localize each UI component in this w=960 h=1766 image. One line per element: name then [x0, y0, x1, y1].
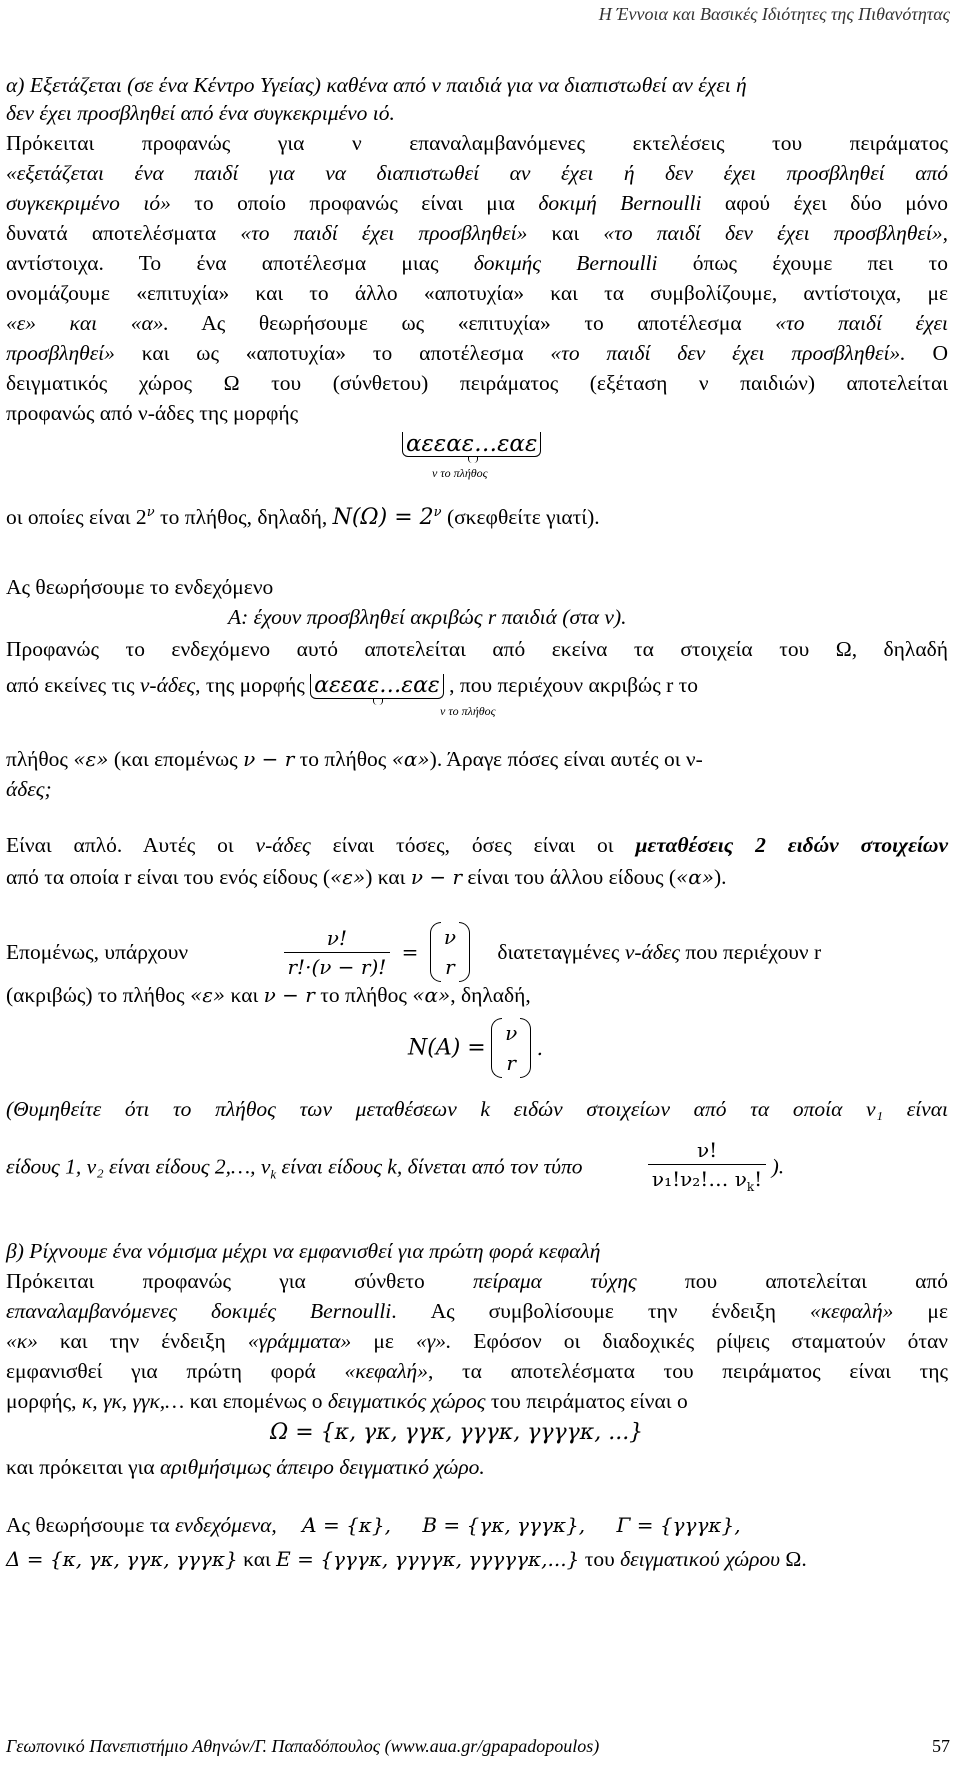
paragraph-line: άδες;: [6, 777, 52, 801]
sample-space-formula: Ω = {κ, γκ, γγκ, γγγκ, γγγγκ, ...}: [270, 1420, 644, 1445]
page-footer: [6, 1736, 950, 1757]
paragraph-line: συγκεκριμένο ιό» το οποίο προφανώς είναι μια δοκιμή Bernoulli αφού έχει δύο μόνο: [6, 191, 948, 215]
paragraph-line: επαναλαμβανόμενες δοκιμές Bernoulli. Ας συμβολίσουμε την ένδειξη «κεφαλή» με: [6, 1299, 948, 1323]
paragraph-line: πλήθος «ε» (και επομένως ν − r το πλήθος «α»). Άραγε πόσες είναι αυτές οι ν-: [6, 747, 703, 771]
section-a-title-line2: δεν έχει προσβληθεί από ένα συγκεκριμένο ιό.: [6, 101, 395, 125]
page-number: 57: [932, 1736, 950, 1756]
paragraph-line: «κ» και την ένδειξη «γράμματα» με «γ». Εφόσον οι διαδοχικές ρίψεις σταματούν όταν: [6, 1329, 948, 1353]
tuple-note: ν το πλήθος: [432, 466, 488, 480]
tuple-formula: αεεαε…εαε ν το πλήθος: [402, 432, 541, 457]
paragraph-line: δυνατά αποτελέσματα «το παιδί έχει προσβληθεί» και «το παιδί δεν έχει προσβληθεί»,: [6, 221, 948, 245]
paragraph-line: «εξετάζεται ένα παιδί για να διαπιστωθεί αν έχει ή δεν έχει προσβληθεί από: [6, 161, 948, 185]
event-definition: A: έχουν προσβληθεί ακριβώς r παιδιά (στα ν).: [228, 605, 627, 629]
paragraph-line: μορφής, κ, γκ, γγκ,… και επομένως ο δειγματικός χώρος του πειράματος είναι ο: [6, 1389, 688, 1413]
binomial-coefficient: ν r: [430, 922, 470, 982]
tuple-note: ν το πλήθος: [440, 704, 496, 718]
paragraph-line: Προφανώς το ενδεχόμενο αυτό αποτελείται από εκείνα τα στοιχεία του Ω, δηλαδή: [6, 637, 948, 661]
paragraph-line: από τα οποία r είναι του ενός είδους («ε») και ν − r είναι του άλλου είδους («α»).: [6, 865, 727, 889]
paragraph-line: προσβληθεί» και ως «αποτυχία» το αποτέλεσμα «το παιδί δεν έχει προσβληθεί». Ο: [6, 341, 949, 365]
paragraph-line: ονομάζουμε «επιτυχία» και το άλλο «αποτυχία» και τα συμβολίζουμε, αντίστοιχα, με: [6, 281, 948, 305]
na-formula: N(A) = ν r .: [408, 1018, 543, 1078]
running-header: Η Έννοια και Βασικές Ιδιότητες της Πιθανότητας: [598, 4, 950, 24]
factorial-fraction: $\frac{\nu!}{r!\cdot(\nu - r)!}$: [284, 924, 391, 981]
paragraph-line: αντίστοιχα. Το ένα αποτέλεσμα μιας δοκιμής Bernoulli όπως έχουμε πει το: [6, 251, 948, 275]
paragraph-line: «ε» και «α». Ας θεωρήσουμε ως «επιτυχία» το αποτέλεσμα «το παιδί έχει: [6, 311, 948, 335]
events-line: Ας θεωρήσουμε τα ενδεχόμενα, A = {κ}, B = {γκ, γγγκ}, Γ = {γγγκ},: [6, 1513, 741, 1537]
paragraph-line: προφανώς από ν-άδες της μορφής: [6, 401, 299, 425]
paragraph-line: Πρόκειται προφανώς για ν επαναλαμβανόμενες εκτελέσεις του πειράματος: [6, 131, 948, 155]
events-line: Δ = {κ, γκ, γγκ, γγγκ} και E = {γγγκ, γγγγκ, γγγγγκ,...} του δειγματικού χώρου Ω.: [6, 1547, 807, 1571]
section-b-title: β) Ρίχνουμε ένα νόμισμα μέχρι να εμφανισθεί για πρώτη φορά κεφαλή: [6, 1239, 601, 1263]
footer-text: Γεωπονικό Πανεπιστήμιο Αθηνών/Γ. Παπαδόπουλος (www.aua.gr/gpapadopoulos): [6, 1736, 600, 1756]
paragraph-line: εμφανισθεί για πρώτη φορά «κεφαλή», τα αποτελέσματα του πειράματος είναι της: [6, 1359, 948, 1383]
paragraph-line: Πρόκειται προφανώς για σύνθετο πείραμα τύχης που αποτελείται από: [6, 1269, 948, 1293]
paragraph-line: Είναι απλό. Αυτές οι ν-άδες είναι τόσες, όσες είναι οι μεταθέσεις 2 ειδών στοιχείων: [6, 833, 948, 857]
paragraph-line: και πρόκειται για αριθμήσιμως άπειρο δειγματικό χώρο.: [6, 1455, 485, 1479]
permutations-line: Επομένως, υπάρχουν $\frac{\nu!}{r!\cdot(\nu - r)!}$ = ν r διατεταγμένες ν-άδες που περιέχουν r: [6, 922, 948, 992]
paragraph-line: δειγματικός χώρος Ω του (σύνθετου) πειράματος (εξέταση ν παιδιών) αποτελείται: [6, 371, 948, 395]
count-line: οι οποίες είναι $2^\nu$ το πλήθος, δηλαδή, $N(\Omega) = 2^\nu$ (σκεφθείτε γιατί).: [6, 505, 600, 531]
reminder-line: είδους 1, ν₂ είναι είδους 2,…, $\nu_k$ είναι είδους k, δίνεται από τον τύπο $\frac{\nu!}{\nu_1!\nu_2!\dots \nu_k!}$ ).: [6, 1136, 948, 1192]
paragraph-line: από εκείνες τις ν-άδες, της μορφής αεεαε…εαε , που περιέχουν ακριβώς r το: [6, 670, 948, 700]
reminder-line: (Θυμηθείτε ότι το πλήθος των μεταθέσεων k ειδών στοιχείων από τα οποία ν₁ είναι: [6, 1097, 948, 1121]
paragraph-line: (ακριβώς) το πλήθος «ε» και ν − r το πλήθος «α», δηλαδή,: [6, 983, 531, 1007]
section-a-title-line1: α) Εξετάζεται (σε ένα Κέντρο Υγείας) καθένα από ν παιδιά για να διαπιστωθεί αν έχει ή: [6, 73, 747, 97]
paragraph-line: Ας θεωρήσουμε το ενδεχόμενο: [6, 575, 274, 599]
multinomial-fraction: $\frac{\nu!}{\nu_1!\nu_2!\dots \nu_k!}$: [648, 1136, 766, 1201]
